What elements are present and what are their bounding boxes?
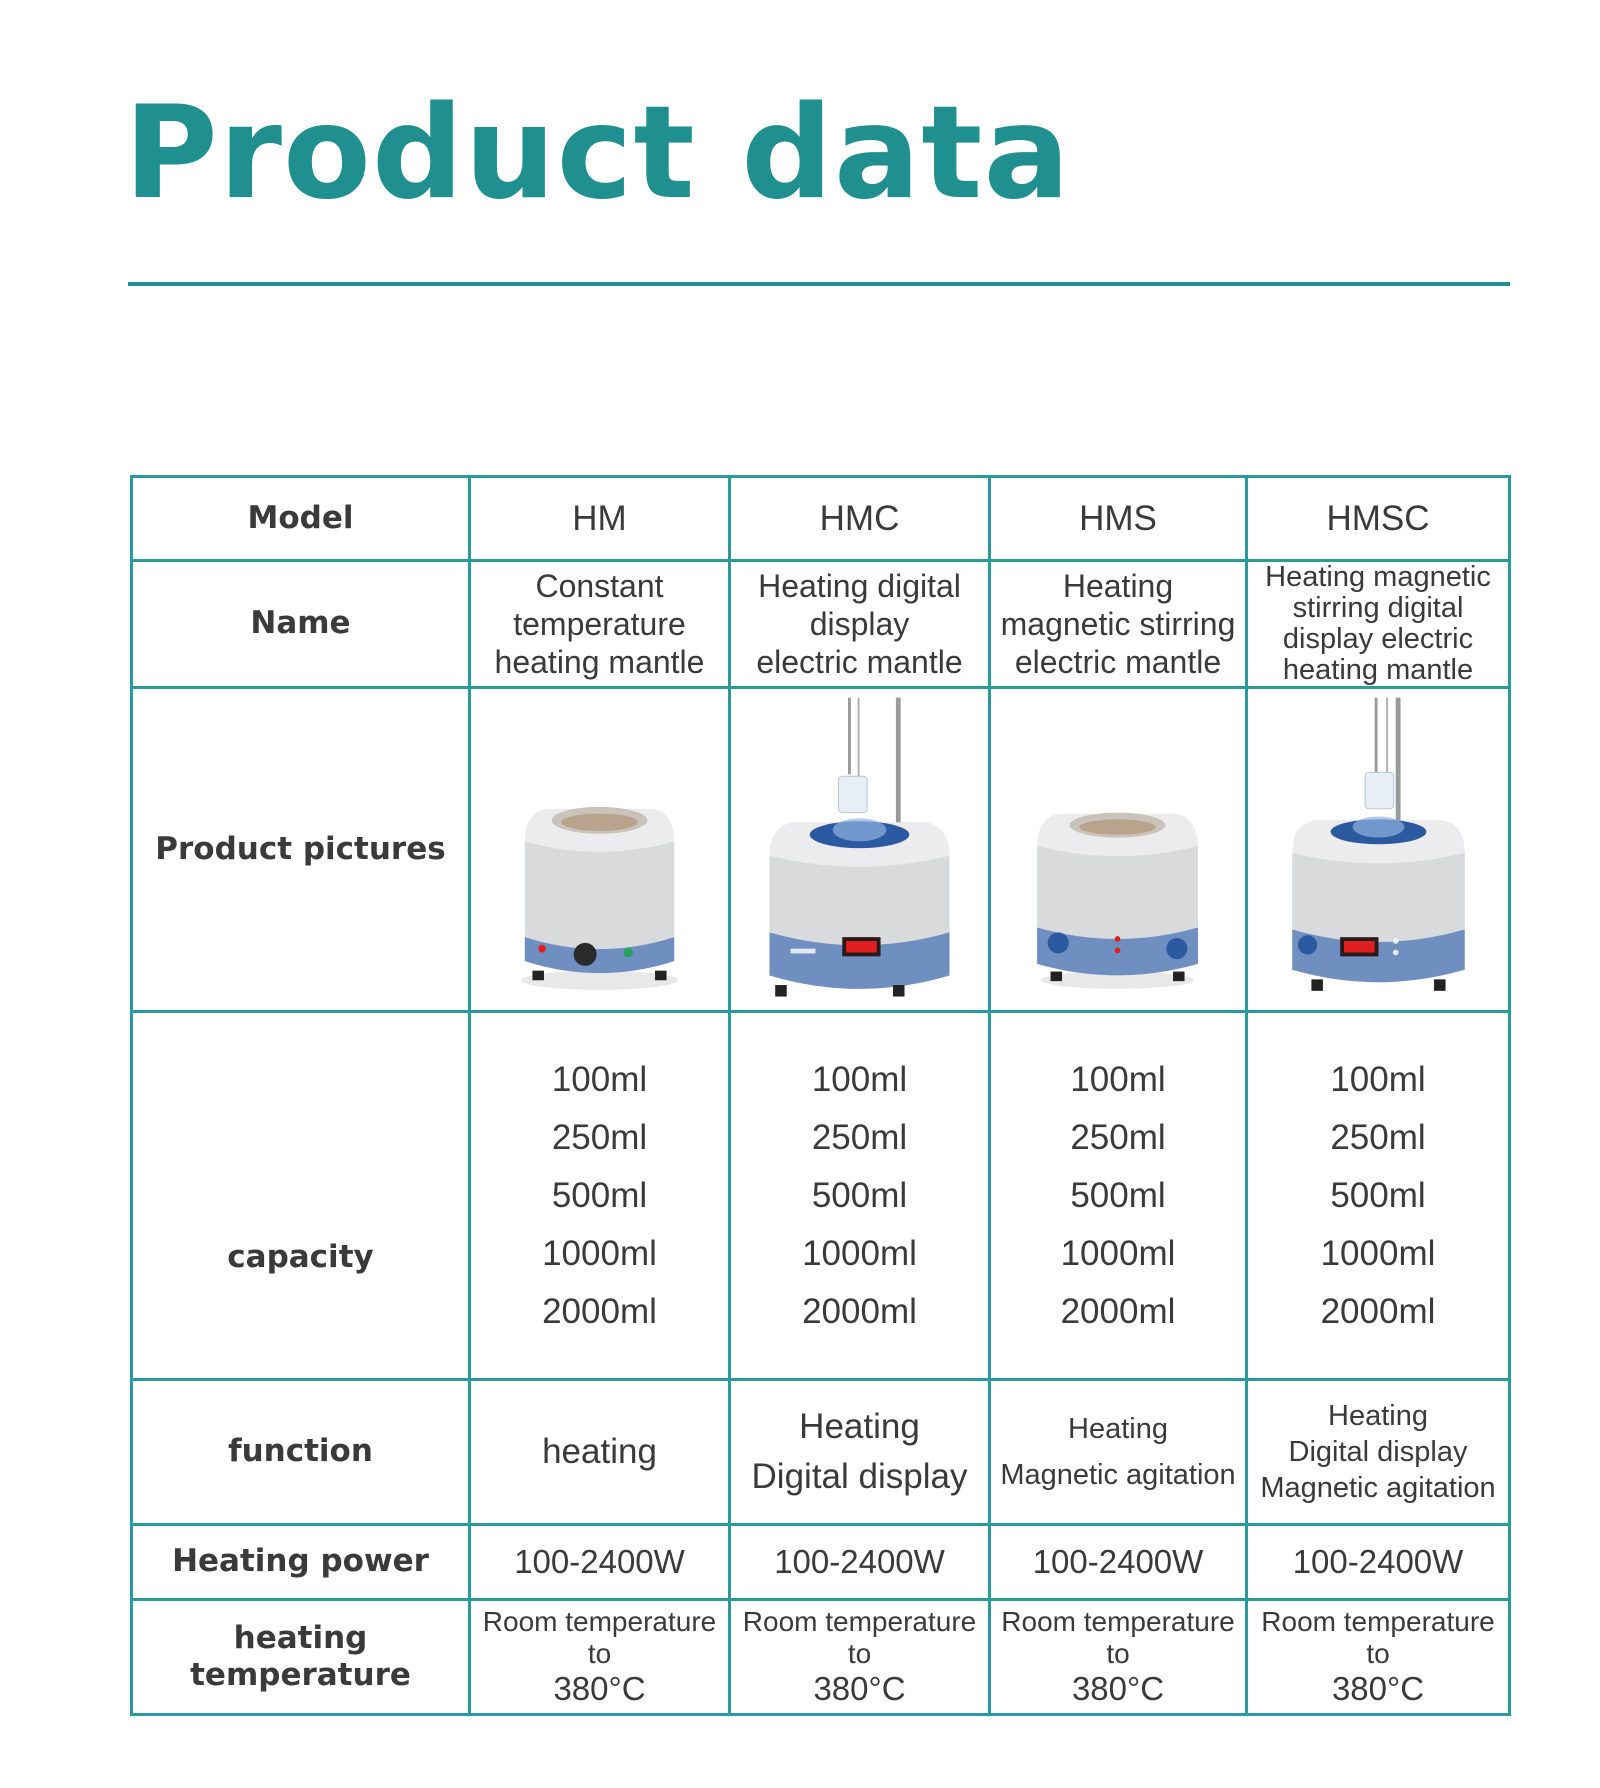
temperature-cell xyxy=(730,1600,990,1715)
power-cell: 100-2400W xyxy=(730,1525,990,1600)
function-line: Heating xyxy=(1068,1413,1168,1445)
temperature-line: Room temperature xyxy=(1001,1606,1235,1637)
temperature-line: Room temperature xyxy=(1261,1606,1495,1637)
function-line: Digital display xyxy=(751,1457,968,1496)
temperature-max: 380°C xyxy=(1071,1670,1165,1707)
function-line: heating xyxy=(542,1432,657,1471)
capacity-value: 1000ml xyxy=(1320,1233,1436,1273)
power-label: Heating power xyxy=(132,1525,470,1600)
temperature-line: to xyxy=(847,1638,872,1669)
pictures-row xyxy=(132,688,1510,1012)
name-label: Name xyxy=(132,561,470,688)
model-cell: HMC xyxy=(730,477,990,561)
name-line: Constant xyxy=(535,568,664,604)
function-cell xyxy=(1247,1380,1510,1525)
capacity-value: 100ml xyxy=(551,1059,648,1099)
function-line: Magnetic agitation xyxy=(1260,1472,1496,1504)
capacity-value: 2000ml xyxy=(802,1291,917,1331)
temperature-cell xyxy=(990,1600,1247,1715)
temperature-line: to xyxy=(1106,1638,1130,1669)
capacity-row xyxy=(132,1012,1510,1380)
model-row xyxy=(132,477,1510,561)
model-cell: HM xyxy=(470,477,730,561)
product-picture-hms xyxy=(990,688,1247,1012)
function-line: Heating xyxy=(799,1407,920,1446)
function-line: Magnetic agitation xyxy=(1000,1459,1236,1491)
product-picture-hmc xyxy=(730,688,990,1012)
capacity-value: 100ml xyxy=(1070,1059,1166,1099)
power-cell: 100-2400W xyxy=(990,1525,1247,1600)
capacity-cell xyxy=(990,1012,1247,1380)
capacity-cell xyxy=(730,1012,990,1380)
capacity-value: 2000ml xyxy=(1320,1291,1436,1331)
power-cell: 100-2400W xyxy=(470,1525,730,1600)
name-cell xyxy=(730,561,990,688)
function-cell xyxy=(470,1380,730,1525)
capacity-value: 1000ml xyxy=(542,1233,657,1273)
temperature-max: 380°C xyxy=(553,1670,646,1707)
function-row xyxy=(132,1380,1510,1525)
title-divider xyxy=(128,282,1510,286)
name-line: Heating xyxy=(1062,568,1174,604)
capacity-value: 500ml xyxy=(1070,1175,1166,1215)
name-cell xyxy=(990,561,1247,688)
capacity-label: capacity xyxy=(132,1012,470,1380)
capacity-value: 100ml xyxy=(811,1059,908,1099)
capacity-value: 500ml xyxy=(1330,1175,1426,1215)
model-cell: HMS xyxy=(990,477,1247,561)
function-line: Heating xyxy=(1328,1400,1428,1432)
capacity-value: 250ml xyxy=(811,1117,908,1157)
capacity-value: 250ml xyxy=(551,1117,648,1157)
temperature-line: to xyxy=(587,1638,612,1669)
name-line: electric mantle xyxy=(756,644,963,680)
name-line: temperature xyxy=(513,606,686,642)
capacity-value: 500ml xyxy=(551,1175,648,1215)
product-picture-hm xyxy=(470,688,730,1012)
power-row xyxy=(132,1525,1510,1600)
product-data-table xyxy=(130,475,1511,1716)
heating-mantle-hmsc-image xyxy=(1252,691,1504,1009)
function-label: function xyxy=(132,1380,470,1525)
capacity-value: 250ml xyxy=(1070,1117,1166,1157)
name-cell xyxy=(470,561,730,688)
name-line: display electric xyxy=(1282,623,1474,655)
product-picture-hmsc xyxy=(1247,688,1510,1012)
pictures-label: Product pictures xyxy=(132,688,470,1012)
power-cell: 100-2400W xyxy=(1247,1525,1510,1600)
capacity-value: 1000ml xyxy=(1060,1233,1176,1273)
name-line: Heating digital xyxy=(758,568,961,604)
model-label: Model xyxy=(132,477,470,561)
name-line: heating mantle xyxy=(494,644,705,680)
name-cell xyxy=(1247,561,1510,688)
temperature-cell xyxy=(470,1600,730,1715)
name-line: heating mantle xyxy=(1282,654,1474,686)
capacity-value: 250ml xyxy=(1330,1117,1426,1157)
temperature-max: 380°C xyxy=(1331,1670,1425,1707)
capacity-cell xyxy=(470,1012,730,1380)
page-title: Product data xyxy=(124,79,1071,228)
model-cell: HMSC xyxy=(1247,477,1510,561)
heating-mantle-hm-image xyxy=(475,691,724,1009)
capacity-value: 2000ml xyxy=(1060,1291,1176,1331)
function-cell xyxy=(730,1380,990,1525)
temperature-label: heating temperature xyxy=(132,1600,470,1715)
temperature-line: Room temperature xyxy=(482,1606,717,1637)
temperature-cell xyxy=(1247,1600,1510,1715)
heating-mantle-hmc-image xyxy=(735,691,984,1009)
temperature-line: Room temperature xyxy=(742,1606,977,1637)
capacity-cell xyxy=(1247,1012,1510,1380)
name-row xyxy=(132,561,1510,688)
capacity-value: 2000ml xyxy=(542,1291,657,1331)
temperature-line: to xyxy=(1366,1638,1390,1669)
capacity-value: 100ml xyxy=(1330,1059,1426,1099)
name-line: Heating magnetic xyxy=(1265,561,1491,593)
capacity-value: 500ml xyxy=(811,1175,908,1215)
function-line: Digital display xyxy=(1288,1436,1468,1468)
heating-mantle-hms-image xyxy=(995,691,1241,1009)
name-line: electric mantle xyxy=(1014,644,1222,680)
temperature-max: 380°C xyxy=(813,1670,906,1707)
function-cell xyxy=(990,1380,1247,1525)
name-line: display xyxy=(809,606,910,642)
temperature-row xyxy=(132,1600,1510,1715)
name-line: magnetic stirring xyxy=(1000,606,1236,642)
capacity-value: 1000ml xyxy=(802,1233,917,1273)
name-line: stirring digital xyxy=(1292,592,1464,624)
